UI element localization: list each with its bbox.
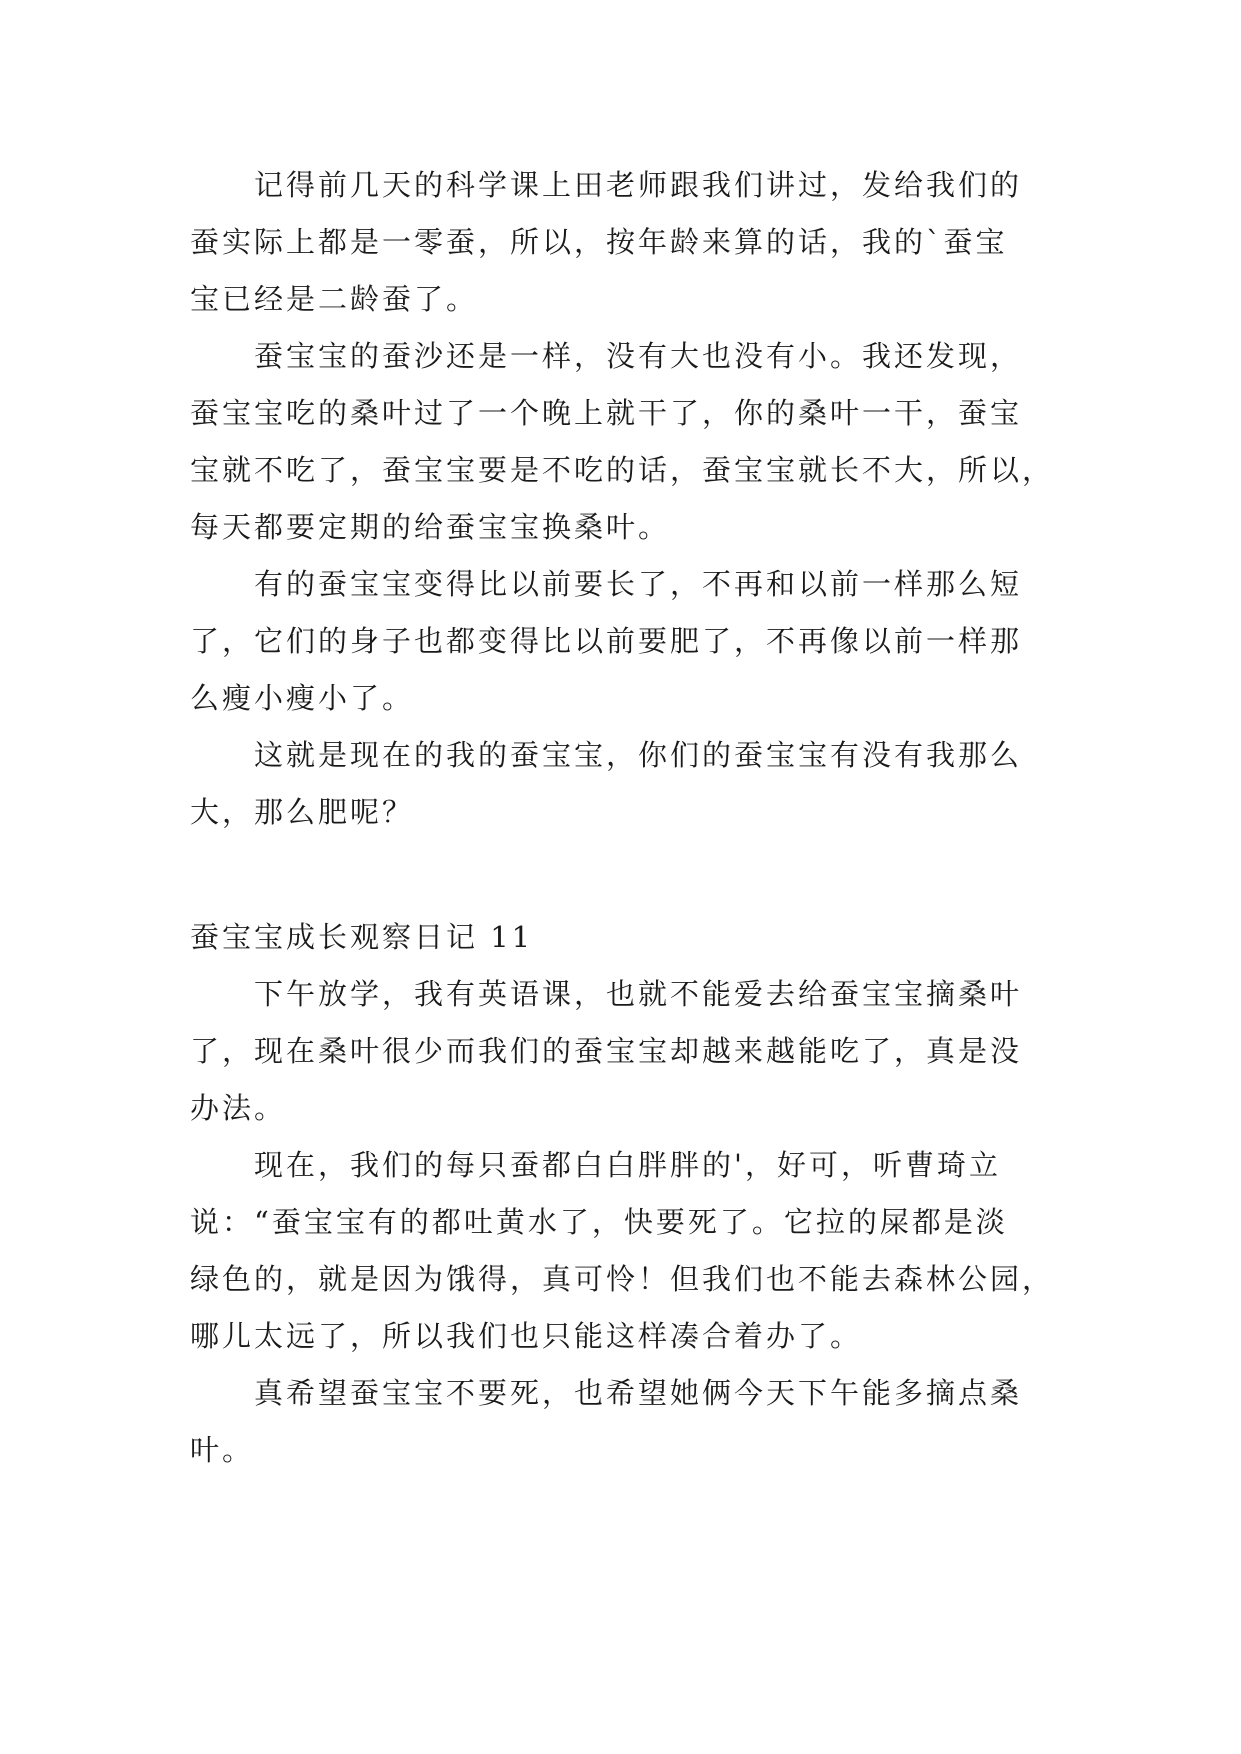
text-line: 每天都要定期的给蚕宝宝换桑叶。: [190, 510, 671, 544]
text-line: 记得前几天的科学课上田老师跟我们讲过，发给我们的: [254, 168, 1023, 202]
text-line: 了，现在桑叶很少而我们的蚕宝宝却越来越能吃了，真是没: [190, 1034, 1023, 1068]
text-line: 蚕宝宝的蚕沙还是一样，没有大也没有小。我还发现，: [254, 339, 1023, 373]
text-line: 这就是现在的我的蚕宝宝，你们的蚕宝宝有没有我那么: [254, 738, 1023, 772]
text-line: 下午放学，我有英语课，也就不能爱去给蚕宝宝摘桑叶: [254, 977, 1023, 1011]
text-line: 宝已经是二龄蚕了。: [190, 282, 479, 316]
text-line: 绿色的，就是因为饿得，真可怜！但我们也不能去森林公园，: [190, 1262, 1055, 1296]
text-line: 办法。: [190, 1091, 287, 1125]
text-line: 真希望蚕宝宝不要死，也希望她俩今天下午能多摘点桑: [254, 1376, 1023, 1410]
text-line: 大，那么肥呢？: [190, 795, 415, 829]
text-line: 哪儿太远了，所以我们也只能这样凑合着办了。: [190, 1319, 863, 1353]
text-line: 说：“蚕宝宝有的都吐黄水了，快要死了。它拉的屎都是淡: [190, 1205, 1008, 1239]
text-line: 了，它们的身子也都变得比以前要肥了，不再像以前一样那: [190, 624, 1023, 658]
text-line: 有的蚕宝宝变得比以前要长了，不再和以前一样那么短: [254, 567, 1023, 601]
text-line: 现在，我们的每只蚕都白白胖胖的'，好可，听曹琦立: [254, 1148, 1001, 1182]
text-line: 么瘦小瘦小了。: [190, 681, 415, 715]
section-heading: 蚕宝宝成长观察日记 11: [190, 920, 534, 954]
text-line: 蚕宝宝吃的桑叶过了一个晚上就干了，你的桑叶一干，蚕宝: [190, 396, 1023, 430]
text-line: 叶。: [190, 1433, 255, 1467]
text-line: 蚕实际上都是一零蚕，所以，按年龄来算的话，我的`蚕宝: [190, 225, 1008, 259]
text-line: 宝就不吃了，蚕宝宝要是不吃的话，蚕宝宝就长不大，所以，: [190, 453, 1055, 487]
